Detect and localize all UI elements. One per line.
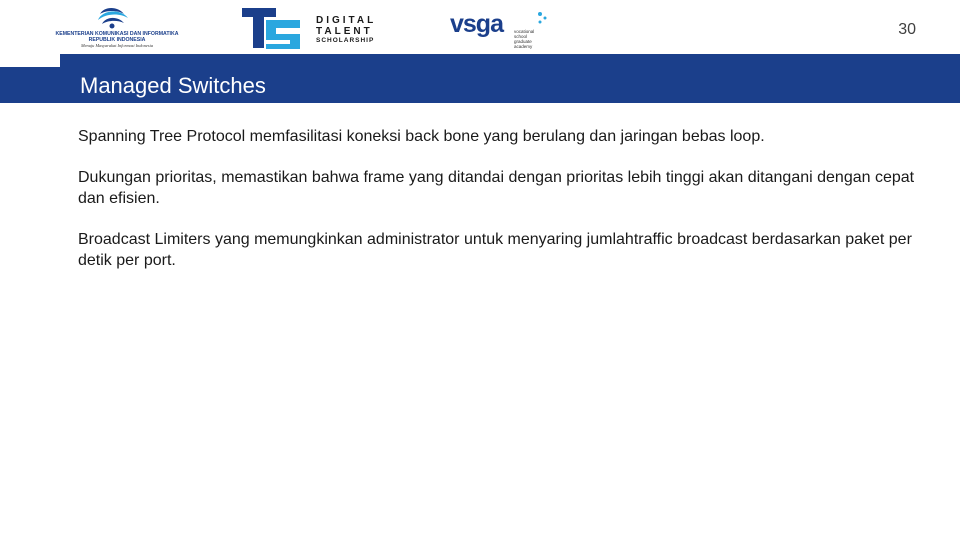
vsga-spark-icon xyxy=(538,12,547,24)
bullet-item: Dukungan prioritas, memastikan bahwa frame yang ditandai dengan prioritas lebih tinggi akan ditangani dengan cepat dan efisien. xyxy=(78,169,915,207)
kominfo-line3: Menuju Masyarakat Informasi Indonesia xyxy=(80,43,154,48)
dts-emblem-icon xyxy=(242,8,300,49)
kominfo-logo xyxy=(38,4,196,50)
dts-line1: DIGITAL xyxy=(316,15,377,26)
bullet-item: Spanning Tree Protocol memfasilitasi koneksi back bone yang berulang dan jaringan bebas loop. xyxy=(78,128,765,145)
kominfo-emblem-icon xyxy=(98,8,128,29)
dts-line2: TALENT xyxy=(316,26,373,37)
vsga-tagline-1: vocational xyxy=(514,29,535,34)
bullet-item: Broadcast Limiters yang memungkinkan administrator untuk menyaring jumlahtraffic broadcast berdasarkan paket per detik per port. xyxy=(78,231,912,269)
kominfo-line2: REPUBLIK INDONESIA xyxy=(88,37,146,43)
title-bar-notch xyxy=(0,54,60,67)
kominfo-line1: KEMENTERIAN KOMUNIKASI DAN INFORMATIKA xyxy=(55,31,179,37)
slide-title: Managed Switches xyxy=(80,73,266,98)
vsga-wordmark: vsga xyxy=(450,10,503,38)
vsga-tagline-4: academy xyxy=(514,44,533,49)
dts-logo xyxy=(240,6,408,50)
vsga-tagline-2: school xyxy=(514,34,528,39)
bullet-list xyxy=(78,126,928,291)
dts-line3: SCHOLARSHIP xyxy=(316,37,375,44)
vsga-logo xyxy=(448,8,558,52)
slide-number: 30 xyxy=(898,21,916,38)
vsga-tagline-3: graduate xyxy=(514,39,532,44)
